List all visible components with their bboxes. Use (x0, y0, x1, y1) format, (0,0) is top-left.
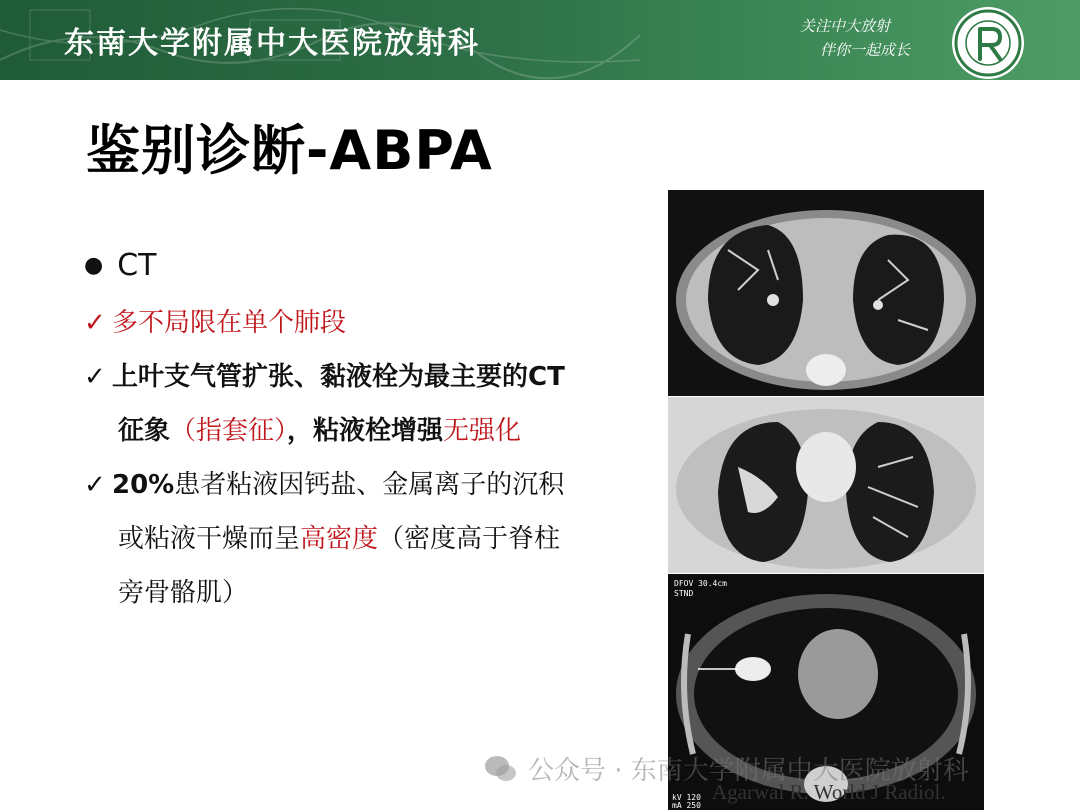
ct-image-upper-lobe (668, 190, 984, 396)
watermark-text: 公众号 · 东南大学附属中大医院放射科 (528, 756, 969, 786)
ct-label-ma: mA 250 (672, 801, 701, 810)
check-item-2-line-1 (84, 350, 654, 404)
check-item-2-text-e: 无强化 (443, 416, 522, 446)
slogan-line-2: 伴你一起成长 (820, 41, 911, 59)
check-item-1 (84, 296, 654, 350)
check-item-1-text: 多不局限在单个肺段 (112, 308, 347, 338)
check-item-3-text-d: 高密度 (300, 524, 379, 554)
check-item-2-text-c: （指套征） (170, 416, 288, 446)
slide-title: 鉴别诊断-ABPA (86, 119, 493, 182)
check-item-2-line-2 (84, 404, 654, 458)
check-item-3-line-2 (84, 512, 654, 566)
bullet-dot-icon: ● (84, 252, 104, 278)
check-icon: ✓ (84, 308, 106, 338)
citation: Agarwal R. World J Radiol. (712, 780, 946, 804)
ct-image-stack (668, 190, 984, 810)
hospital-logo-icon (950, 5, 1026, 80)
bullet-content (84, 240, 654, 620)
check-item-3-line-1 (84, 458, 654, 512)
ct-label-kv: kV 120 (672, 793, 701, 802)
slogan-line-1: 关注中大放射 (800, 17, 891, 35)
check-item-2-text-d: ，粘液栓增强 (287, 416, 444, 446)
ct-label-stnd: STND (674, 589, 694, 598)
check-item-2-text-a: 上叶支气管扩张、黏液栓为最主要的CT (112, 362, 565, 392)
ct-image-hilum (668, 397, 984, 573)
check-item-2-text-b: 征象 (118, 416, 171, 446)
check-item-3-line-3 (84, 566, 654, 620)
check-item-3-text-a: 20% (112, 470, 175, 500)
hospital-name: 东南大学附属中大医院放射科 (64, 26, 480, 61)
check-item-3-text-b: 患者粘液因钙盐、金属离子的沉积 (174, 470, 565, 500)
slogan (800, 14, 910, 62)
check-icon: ✓ (84, 470, 106, 500)
bullet-ct-label: CT (117, 247, 157, 283)
ct-label-dfov: DFOV 30.4cm (674, 579, 727, 588)
check-item-3-text-e: （密度高于脊柱 (378, 524, 561, 554)
check-icon: ✓ (84, 362, 106, 392)
check-item-3-text-c: 或粘液干燥而呈 (118, 524, 301, 554)
check-item-3-text-f: 旁骨骼肌） (118, 578, 249, 608)
bullet-ct (84, 240, 654, 290)
header-bar (0, 0, 1080, 80)
wechat-icon (484, 754, 518, 784)
